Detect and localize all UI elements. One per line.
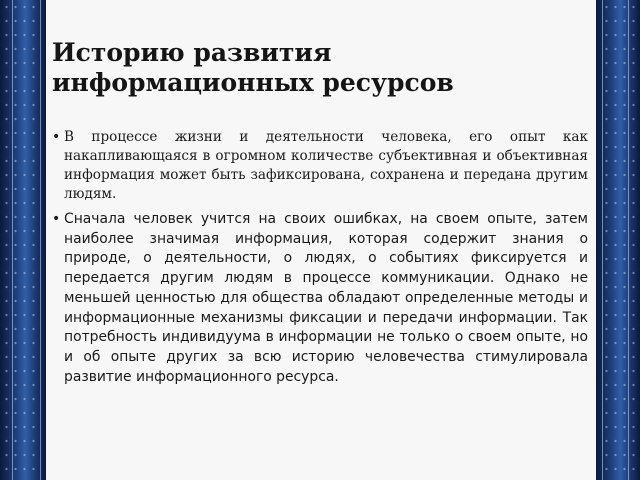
slide-title: Историю развития информационных ресурсов — [52, 38, 454, 97]
right-band-line — [602, 0, 603, 480]
left-band-line — [40, 0, 41, 480]
bullet-text: Сначала человек учится на своих ошибках, на своем опыте, затем наиболее значимая информация, которая содержит знания о природе, о деятельности, о людях, о событиях фиксируется и передается другим людям в процессе коммуникации. Однако не меньшей ценностью для общества обладают определенные методы и информационные механизмы фиксации и передачи информации. Так потребность индивидуума в информации не только о своем опыте, но и об опыте других за всю историю человечества стимулировала развитие информационного ресурса. — [64, 211, 588, 385]
left-band-line — [12, 0, 13, 480]
bullet-item — [52, 128, 588, 204]
left-band-pattern — [2, 0, 40, 480]
bullet-marker-icon: • — [52, 129, 61, 145]
bullet-list — [52, 128, 588, 393]
right-band-line — [628, 0, 629, 480]
right-band-pattern — [602, 0, 638, 480]
bullet-text: В процессе жизни и деятельности человека, его опыт как накапливающаяся в огромном количестве субъективная и объективная информация может быть зафиксирована, сохранена и передана другим людям. — [64, 129, 588, 202]
bullet-marker-icon: • — [52, 211, 61, 227]
slide-content — [46, 0, 596, 480]
bullet-item — [52, 210, 588, 387]
